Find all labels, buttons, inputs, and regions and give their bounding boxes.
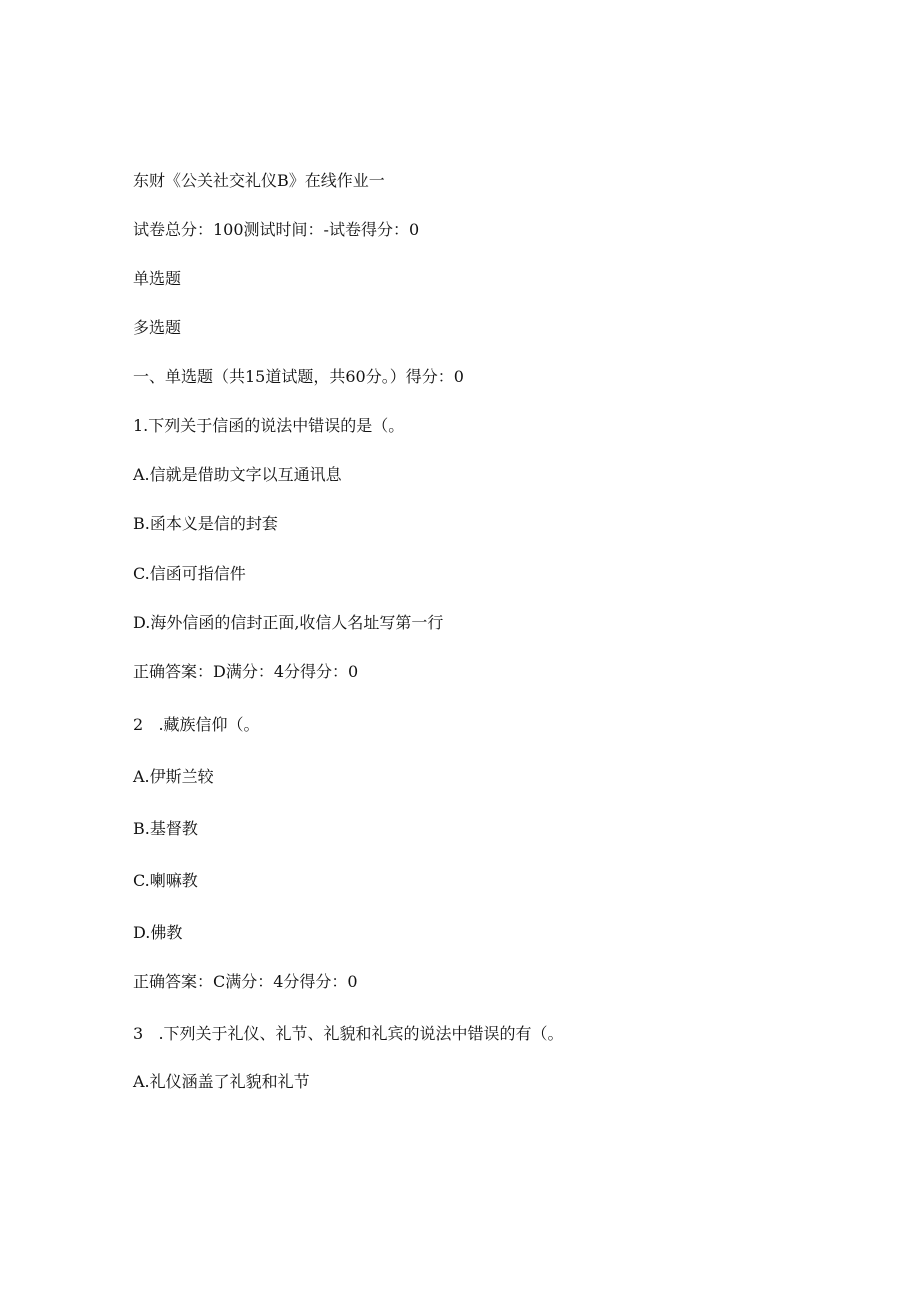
section-header: 一、单选题（共15道试题，共60分。）得分：0 (133, 367, 464, 386)
question-2-option-c: C.喇嘛教 (133, 871, 198, 890)
question-1-option-d: D.海外信函的信封正面,收信人名址写第一行 (133, 613, 444, 632)
nav-multiple-choice: 多选题 (133, 318, 182, 337)
question-1-stem: 1.下列关于信函的说法中错误的是（。 (133, 416, 405, 435)
exam-summary: 试卷总分：100测试时间：-试卷得分：0 (133, 220, 420, 239)
question-3-option-a: A.礼仪涵盖了礼貌和礼节 (133, 1072, 310, 1091)
nav-single-choice: 单选题 (133, 269, 182, 288)
question-1-option-b: B.函本义是信的封套 (133, 514, 278, 533)
question-2-option-b: B.基督教 (133, 819, 198, 838)
question-1-answer: 正确答案：D满分：4分得分：0 (133, 662, 359, 681)
question-2-stem: 2 .藏族信仰（。 (133, 715, 260, 734)
question-1-option-c: C.信函可指信件 (133, 564, 246, 583)
question-3-stem: 3 .下列关于礼仪、礼节、礼貌和礼宾的说法中错误的有（。 (133, 1024, 564, 1043)
question-1-option-a: A.信就是借助文字以互通讯息 (133, 465, 342, 484)
question-2-option-d: D.佛教 (133, 923, 183, 942)
question-2-option-a: A.伊斯兰较 (133, 767, 214, 786)
question-2-answer: 正确答案：C满分：4分得分：0 (133, 972, 358, 991)
document-title: 东财《公关社交礼仪B》在线作业一 (133, 171, 385, 190)
